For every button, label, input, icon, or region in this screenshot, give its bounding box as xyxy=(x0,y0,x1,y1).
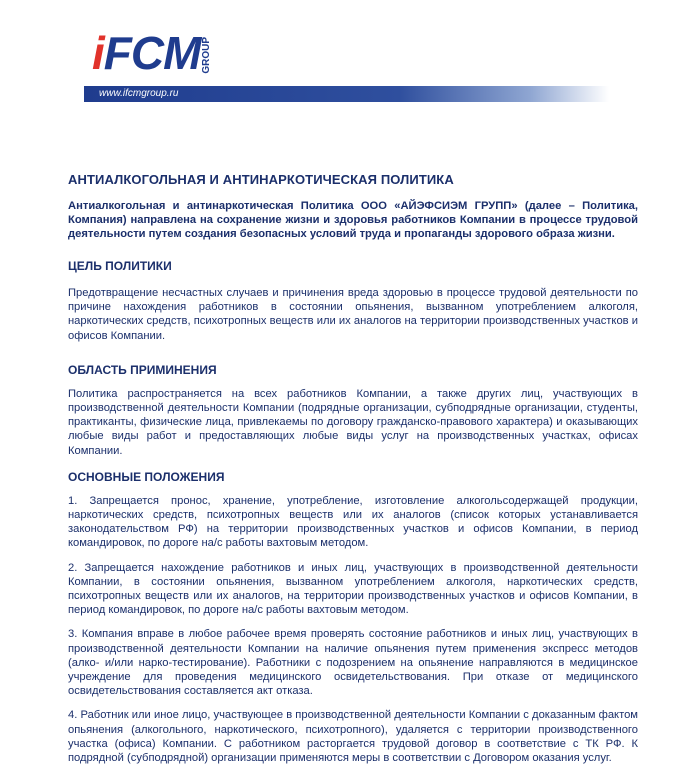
section-heading-provisions: ОСНОВНЫЕ ПОЛОЖЕНИЯ xyxy=(68,469,225,484)
intro-paragraph: Антиалкогольная и антинаркотическая Политика ООО «АЙЭФСИЭМ ГРУПП» (далее – Политика, Компания) направлена на сохранение жизни и здоровья работников Компании в процессе трудовой деятельности путем создания безопасных условий труда и пропаганды здорового образа жизни. xyxy=(68,200,638,240)
provision-item: 2. Запрещается нахождение работников и иных лиц, участвующих в производственной деятельности Компании, в состоянии опьянения, вызванном употреблением алкоголя, наркотических средств, психотропных веществ или их аналогов, на территории производственных участков и офисов Компании, в период командировок, по дороге на/с работы вахтовым методом. xyxy=(68,561,638,617)
logo-letter-i: i xyxy=(92,27,104,79)
section-heading-scope: ОБЛАСТЬ ПРИМИНЕНИЯ xyxy=(68,362,217,377)
website-link[interactable]: www.ifcmgroup.ru xyxy=(99,88,179,99)
company-logo xyxy=(92,27,213,79)
provision-item: 4. Работник или иное лицо, участвующее в производственной деятельности Компании с доказанным фактом опьянения (алкогольного, наркотического, психотропного), удаляется с территории производственного участка (офиса) Компании. С работником расторгается трудовой договор в соответствие с ТК РФ. К подрядной (субподрядной) организации применяются меры в соответствии с Договором оказания услуг. xyxy=(68,709,638,765)
logo-fcm: FCM xyxy=(103,27,201,79)
section-text-goal: Предотвращение несчастных случаев и причинения вреда здоровью в процессе трудовой деятельности по причине нахождения работников в состоянии опьянения, вызванном употреблением алкоголя, наркотических средств, психотропных веществ или их аналогов на территории производственных участков и офисов Компании. xyxy=(68,287,638,342)
provision-item: 1. Запрещается пронос, хранение, употребление, изготовление алкогольсодержащей продукции, наркотических средств, психотропных веществ или их аналогов (список которых устанавливается законодательством РФ) на территории производственных участков и офисов Компании, в период командировок, по дороге на/с работы вахтовым методом. xyxy=(68,494,638,550)
provision-item: 3. Компания вправе в любое рабочее время проверять состояние работников и иных лиц, участвующих в производственной деятельности Компании на наличие опьянения путем применения экспресс методов (алко- и/или нарко-тестирование). Работники с подозрением на опьянение направляются в медицинское учреждение для проведения медицинского освидетельствования. При отказе от медицинского освидетельствования составляется акт отказа. xyxy=(68,628,638,698)
logo-group: GROUP xyxy=(201,37,213,74)
section-text-scope: Политика распространяется на всех работников Компании, а также других лиц, участвующих в производственной деятельности Компании (подрядные организации, субподрядные организации, студенты, практиканты, физические лица, привлекаемы по договору гражданско-правового характера) и оказывающих любые виды работ и предоставляющих любые виды услуг на производственных участках, офисах Компании. xyxy=(68,387,638,457)
document-title: АНТИАЛКОГОЛЬНАЯ И АНТИНАРКОТИЧЕСКАЯ ПОЛИТИКА xyxy=(68,172,454,187)
website-bar xyxy=(84,86,609,102)
document-body xyxy=(68,172,638,775)
section-heading-goal: ЦЕЛЬ ПОЛИТИКИ xyxy=(68,259,172,273)
